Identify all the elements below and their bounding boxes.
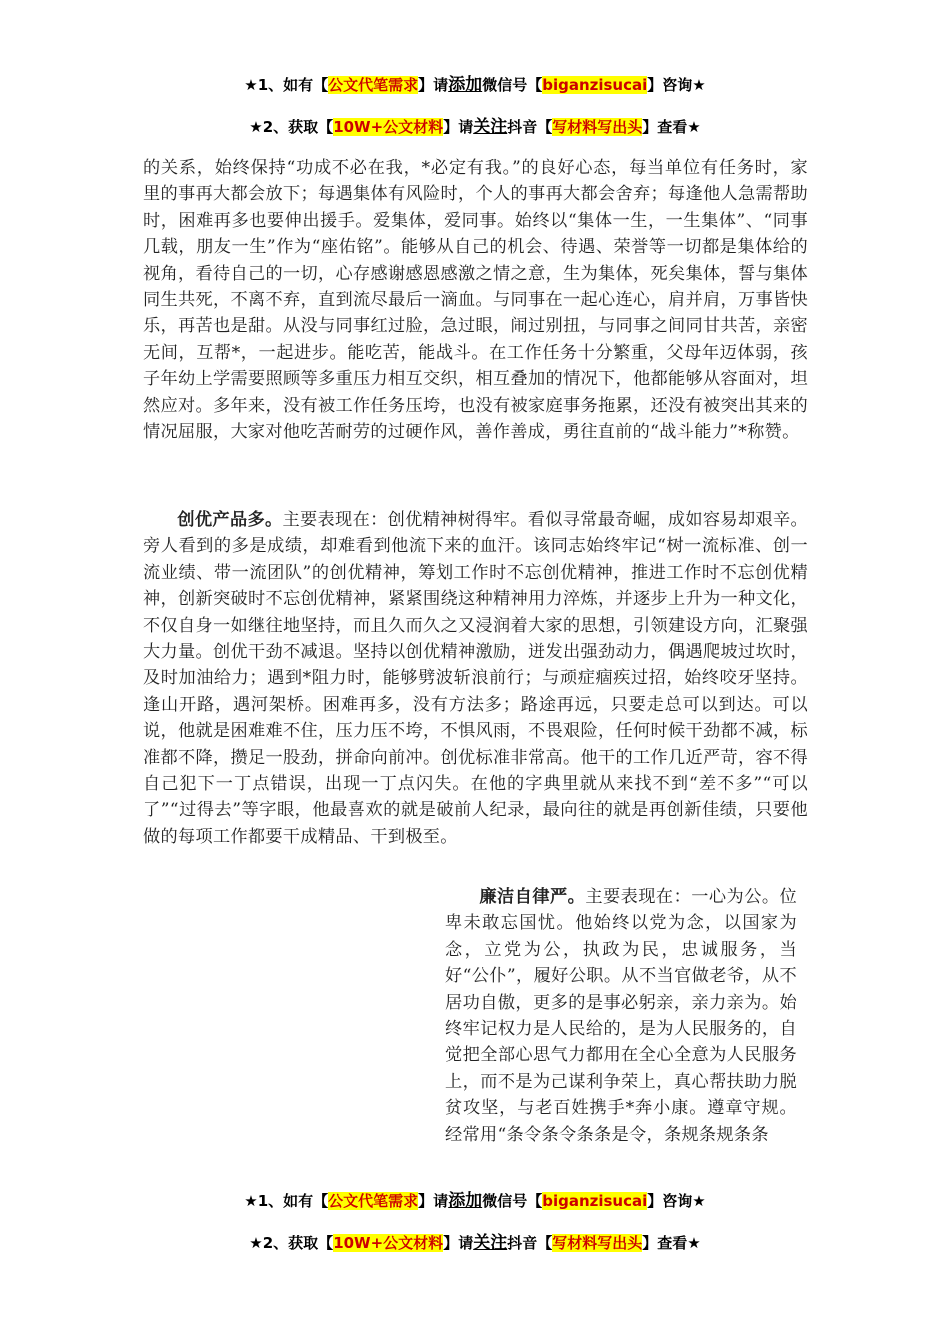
banner-highlight: 10W+公文材料	[333, 118, 444, 136]
banner-text: 】咨询★	[647, 76, 706, 94]
banner-text: ★2、获取【	[249, 118, 334, 136]
banner-text: ★2、获取【	[249, 1234, 334, 1252]
banner-text: 】查看★	[642, 118, 701, 136]
banner-highlight: 写材料写出头	[552, 118, 643, 136]
paragraph-lead: 创优产品多。	[177, 510, 283, 530]
banner-highlight: biganzisucai	[542, 1192, 648, 1210]
paragraph-collective	[143, 155, 808, 445]
paragraph-integrity	[445, 884, 797, 1148]
banner-underline: 添加	[448, 1191, 483, 1211]
banner-highlight: biganzisucai	[542, 76, 648, 94]
paragraph-text	[143, 507, 808, 850]
banner-text: 微信号【	[482, 76, 543, 94]
promo-banner-top-2	[0, 112, 950, 137]
banner-text: 】咨询★	[647, 1192, 706, 1210]
banner-text: 】查看★	[642, 1234, 701, 1252]
banner-text: 】请	[418, 76, 449, 94]
banner-text: 抖音【	[507, 1234, 553, 1252]
promo-banner-bottom-2	[0, 1228, 950, 1253]
paragraph-excellence	[143, 507, 808, 850]
paragraph-lead: 廉洁自律严。	[479, 887, 586, 907]
banner-text: 】请	[443, 1234, 474, 1252]
banner-highlight: 写材料写出头	[552, 1234, 643, 1252]
paragraph-body: 主要表现在：创优精神树得牢。看似寻常最奇崛，成如容易却艰辛。旁人看到的多是成绩，却难看到他流下来的血汗。该同志始终牢记“树一流标准、创一流业绩、带一流团队”的创优精神，筹划工作时不忘创优精神，推进工作时不忘创优精神，创新突破时不忘创优精神，紧紧围绕这种精神用力淬炼，并逐步上升为一种文化，不仅自身一如继往地坚持，而且久而久之又浸润着大家的思想，引领建设方向，汇聚强大力量。创优干劲不减退。坚持以创优精神激励，迸发出强劲动力，偶遇爬坡过坎时，及时加油给力；遇到*阻力时，能够劈波斩浪前行；与顽症痼疾过招，始终咬牙坚持。逢山开路，遇河架桥。困难再多，没有方法多；路途再远，只要走总可以到达。可以说，他就是困难难不住，压力压不垮，不惧风雨，不畏艰险，任何时候干劲都不减，标准都不降，攒足一股劲，拼命向前冲。创优标准非常高。他干的工作几近严苛，容不得自己犯下一丁点错误，出现一丁点闪失。在他的字典里就从来找不到“差不多”“可以了”“过得去”等字眼，他最喜欢的就是破前人纪录，最向往的就是再创新佳绩，只要他做的每项工作都要干成精品、干到极至。	[143, 510, 808, 847]
banner-underline: 关注	[473, 1233, 508, 1253]
banner-underline: 关注	[473, 117, 508, 137]
banner-text: 】请	[418, 1192, 449, 1210]
banner-underline: 添加	[448, 75, 483, 95]
promo-banner-top-1	[0, 70, 950, 95]
paragraph-text: 的关系，始终保持“功成不必在我，*必定有我。”的良好心态，每当单位有任务时，家里的事再大都会放下；每遇集体有风险时，个人的事再大都会舍弃；每逢他人急需帮助时，困难再多也要伸出援手。爱集体，爱同事。始终以“集体一生，一生集体”、“同事几载，朋友一生”作为“座佑铭”。能够从自己的机会、待遇、荣誉等一切都是集体给的视角，看待自己的一切，心存感谢感恩感激之情之意，生为集体，死矣集体，誓与集体同生共死，不离不弃，直到流尽最后一滴血。与同事在一起心连心，肩并肩，万事皆快乐，再苦也是甜。从没与同事红过脸，急过眼，闹过别扭，与同事之间同甘共苦，亲密无间，互帮*，一起进步。能吃苦，能战斗。在工作任务十分繁重，父母年迈体弱，孩子年幼上学需要照顾等多重压力相互交织，相互叠加的情况下，他都能够从容面对，坦然应对。多年来，没有被工作任务压垮，也没有被家庭事务拖累，还没有被突出其来的情况屈服，大家对他吃苦耐劳的过硬作风，善作善成，勇往直前的“战斗能力”*称赞。	[143, 158, 808, 443]
banner-highlight: 10W+公文材料	[333, 1234, 444, 1252]
banner-text: ★1、如有【	[244, 1192, 329, 1210]
banner-text: 抖音【	[507, 118, 553, 136]
banner-highlight: 公文代笔需求	[328, 1192, 419, 1210]
banner-highlight: 公文代笔需求	[328, 76, 419, 94]
banner-text: ★1、如有【	[244, 76, 329, 94]
banner-text: 】请	[443, 118, 474, 136]
banner-text: 微信号【	[482, 1192, 543, 1210]
paragraph-text	[445, 884, 797, 1148]
promo-banner-bottom-1	[0, 1186, 950, 1211]
paragraph-body: 主要表现在：一心为公。位卑未敢忘国忧。他始终以党为念，以国家为念，立党为公，执政为民，忠诚服务，当好“公仆”，履好公职。从不当官做老爷，从不居功自傲，更多的是事必躬亲，亲力亲为。始终牢记权力是人民给的，是为人民服务的，自觉把全部心思气力都用在全心全意为人民服务上，而不是为己谋利争荣上，真心帮扶助力脱贫攻坚，与老百姓携手*奔小康。遵章守规。经常用“条令条令条条是令，条规条规条条	[445, 887, 797, 1145]
